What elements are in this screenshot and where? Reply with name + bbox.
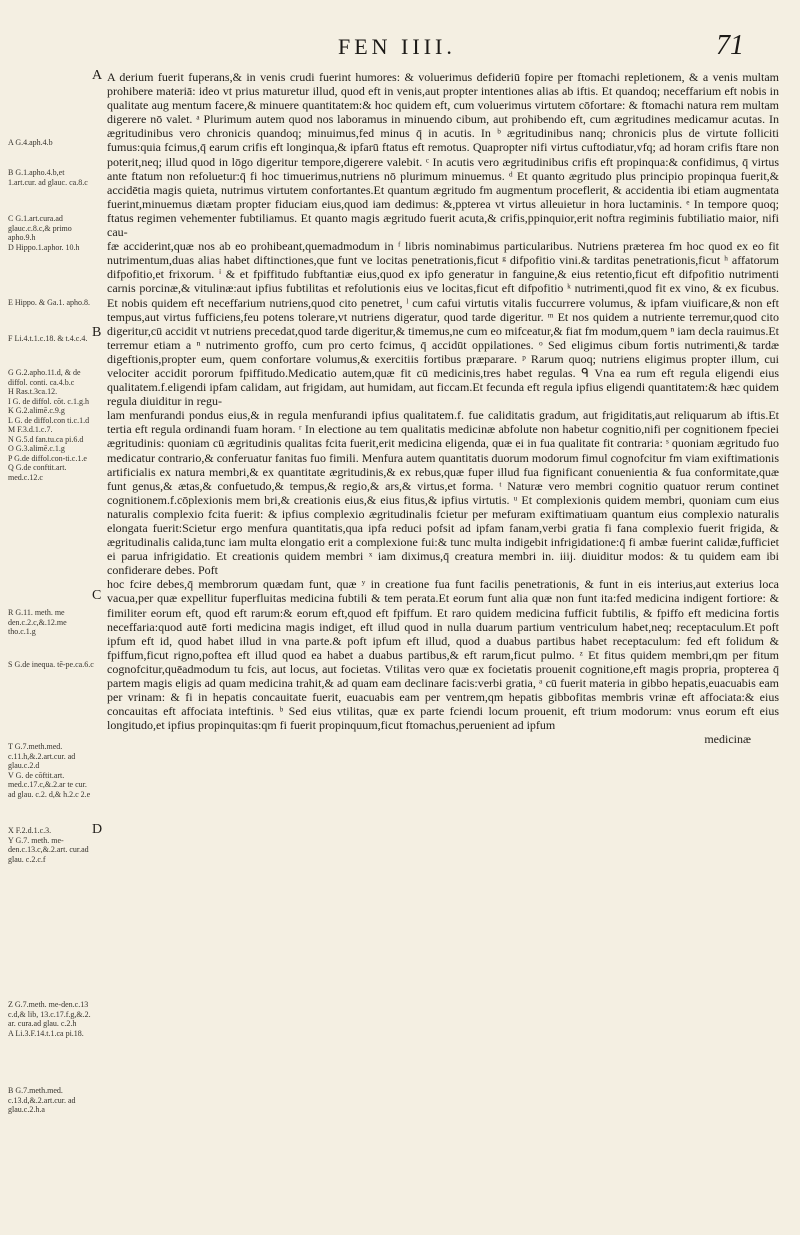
margin-note: A G.4.aph.4.b xyxy=(8,138,53,147)
catchword: medicinæ xyxy=(704,732,751,747)
margin-note: B G.7.meth.med. c.13.d,&.2.art.cur. ad glau.c.2.h.a xyxy=(8,1086,76,1114)
page-number: 71 xyxy=(716,30,744,61)
body-paragraph-3: lam menfurandi pondus eius,& in regula menfurandi ipfius qualitatem.f. fue caliditatis gradum, aut frigiditatis,aut reliquarum ab iftis.Et tertia eft regula ordinandi fuam horam. ʳ In electione au tem qualitatis medicinæ abfolute non habetur cognitio,nifi per cognitionem fpeciei ægritudinis: quoniam cū ægritudinis qualitas fcita fuerit,erit medicina eligenda, quæ ei in fua qualitate fit contraria: ˢ quoniam ægritudo fuo medicatur contrario,& conferuatur fanitas fuo fimili. Menfura autem quantitatis duorum modorum fimul cognofcitur fm viam exiftimationis artificialis ex natura membri,& ex quantitate ægritudinis,& ex rebus,quæ fuper illud fua fignificant conuenientia & fua conformitate,quæ funt genus,& ætas,& confuetudo,& tempus,& regio,& ars,& virtus,et forma. ᵗ Naturæ vero membri cognitio quatuor rerum continet cognitionem.f.cōplexionis mem bri,& creationis eius,& eius fitus,& ipfius virtutis. ᵘ Et complexionis quidem membri, quoniam cum eius naturalis complexio fcita fuerit: & ipfius complexio ægritudinalis fcietur per mefuram exiftimatiuam quantum eius complexio naturalis elongata fuerit:Scietur ergo menfura quantitatis,qua ipfa reduci pofsit ad ipfam fanam,verbi gratia fi fana complexio fuerit frigida, & ægritudinalis calida,tunc iam multa elongatio erit a complexione fui:& tunc multa indigebit infrigidatione:q̄ fi ambæ fuerint calidæ,fufficiet ei parua infrigidatio. Et creationis quidem membri ˣ iam diximus,q̄ creatura membri in. iiij. diuiditur modos: & tu quidem eam ibi confiderare debes. Poft xyxy=(107,408,779,578)
section-letter-a: A xyxy=(92,68,103,83)
margin-note: E Hippo. & Ga.1. apho.8. xyxy=(8,298,90,307)
section-letter-c: C xyxy=(92,588,102,603)
margin-note: F Li.4.t.1.c.18. & t.4.c.4. xyxy=(8,334,88,343)
margin-note: X F.2.d.1.c.3. Y G.7. meth. me-den.c.13.c,&.2.art. cur.ad glau. c.2.c.f xyxy=(8,826,89,864)
margin-note: Z G.7.meth. me-den.c.13 c.d,& lib, 13.c.17.f.g,&.2. ar. cura.ad glau. c.2.h A Li.3.F.14.t.1.ca pi.18. xyxy=(8,1000,91,1038)
section-letter-b: B xyxy=(92,325,102,340)
running-header: FEN IIII. xyxy=(338,34,456,59)
margin-note: B G.1.apho.4.b,et 1.art.cur. ad glauc. ca.8.c xyxy=(8,168,88,187)
body-text xyxy=(107,70,779,747)
body-paragraph-2: fæ acciderint,quæ nos ab eo prohibeant,quemadmodum in ᶠ libris nominabimus particularibus. Nutriens præterea fm hoc quod ex eo fit nutrimentum,duas alias habet diftinctiones,que funt ve locitas penetrationis,ficut ᵍ difpofitio vini.& tarditas penetrationis,ficut ʰ affatorum difpofitio,et frixorum. ⁱ & et fpiffitudo fubftantiæ eius,quod ex ipfo generatur in fanguine,& eius retentio,ficut eft difpofitio nutrimenti carnis porcinæ,& vitulinæ:aut ipfius fubtilitas et refolutionis eius ve locitas,ficut eft difpofitio ᵏ nutrimenti,quod fit ex vino, & ex ficubus. Et nobis quidem eft neceffarium nutriens,quod cito penetret, ˡ cum cafui virtutis vitalis fuccurrere volumus, & ipfam viuificare,& non eft tempus,aut virtus fufficiens,feu potens tolerare,vt nutriens digeratur, quod tarde digeritur. ᵐ Et nos quidem a nutriente terremur,quod cito digeritur,cū accidit vt nutriens precedat,quod tarde digeritur,& timemus,ne cum eo mifceatur,& fiat fm modum,quem ⁿ iam decla rauimus.Et terremur etiam a ⁿ nutrimento groffo, cum pro certo fcimus, q̄ accidūt oppilationes. ᵒ Sed eligimus cibum fortis nutrimenti,& tardæ digeftionis,propter eum, quem confortare volumus,& exercitiis fortibus præparare. ᵖ Rarum quoq; nutriens eligimus propter illum, cui velociter accidit pororum fpiffitudo.Medicatio autem,quæ fit cū medicinis,tres habet regulas. ᑫ Vna ea rum eft regula eligendi eius qualitatem.f.eligendi ipfam calidam, aut frigidam, aut humidam, aut ficcam.Et fecunda eft regula ipfius eligendi quantitatem:& hæc quidem regula diuiditur in regu- xyxy=(107,239,779,409)
margin-note: G G.2.apho.11.d, & de diffol. conti. ca.4.b.c H Ras.t.3ca.12. I G. de diffol. cōt. c.1.g.h K G.2.alimē.c.9.g L G. de diffol.con ti.c.1.d M F.3.d.1.c.7. N G.5.d fan.tu.ca pi.6.d O G.3.alimē.c.1.g P G.de diffol.con-ti.c.1.e Q G.de conftit.art. med.c.12.c xyxy=(8,368,90,482)
margin-note: R G.11. meth. me den.c.2.c,&.12.me tho.c.1.g xyxy=(8,608,67,636)
body-paragraph-1: A derium fuerit fuperans,& in venis crudi fuerint humores: & voluerimus defideriū fopire per ftomachi repletionem, & a venis multam prohibere materiā: ideo vt prius maturetur illud, quod eft in venis,aut propter intentiones alias ab iftis. Et quandoq; neceffarium eft nobis in qualitate aug mentum facere,& minuere quantitatem:& hoc quidem eft, cum voluerimus virtutem cōfortare: & ftomachi natura rem multam digerere nō valet. ᵃ Plurimum autem quod nos laboramus in minuendo cibum, aut prohibendo eft, cum ægritudines medicamur acutas. In ægritudinibus vero chronicis quandoq; minuimus,fed minus q̄ in acutis. In ᵇ ægritudinibus nanq; chronicis plus de virtute folliciti fumus:quia fcimus,q̄ earum crifis eft longinqua,& ipfarū ftatus eft remotus. Quapropter nifi virtus cuftodiatur,vfq; ad horam crifis ftare non poterit,neq; illud quod in lōgo digeritur tempore,digerere valebit. ᶜ In acutis vero ægritudinibus crifis eft propinqua:& confidimus, q̄ virtus ante ftatum non refoluetur:q̄ fi hoc timuerimus,nutriens nō plurimum minuemus. ᵈ Et quanto ægritudo plus principio propinqua fuerit,& accidētia magis quieta, nutrimus virtutem confortantes.Et quantum ægritudo fm augmentum proceflerit, & accidentia ibi etiam augmentata fuerint,minuemus diætam propter fiduciam eius,quod iam dedimus: &,ppterea vt virtus alleuietur in hora luctaminis. ᵉ In tempore quoq; ftatus regimen vehementer fubtiliamus. Et quanto magis ægritudo fuerit acuta,& crifis,ppinquior,erit noftra regiminis fubtiliatio maior, nifi cau- xyxy=(107,70,779,240)
margin-note: T G.7.meth.med. c.11.h,&.2.art.cur. ad glau.c.2.d V G. de cōftit.art. med.c.17.c,&.2.ar te cur. ad glau. c.2. d,& h.2.c 2.e xyxy=(8,742,91,799)
margin-note: S G.de inequa. tē-pe.ca.6.c xyxy=(8,660,94,669)
margin-note: C G.1.art.cura.ad glauc.c.8.c,& primo apho.9.h D Hippo.1.aphor. 10.h xyxy=(8,214,80,252)
body-paragraph-4: hoc fcire debes,q̄ membrorum quædam funt, quæ ʸ in creatione fua funt facilis penetrationis, & funt in eis interius,aut exterius loca vacua,per quæ expellitur fuperfluitas medicina fubtili & tem perata.Et eorum funt alia quæ non funt ita:fed medicina indigent fortiore: & fimiliter eorum eft, quod eft rarum:& eorum eft,quod eft fpiffum. Et raro quidem medicina fufficit fubtilis, & fpiffo eft medicina fortis neceffaria:quod autē forti medicina magis indiget, eft illud quod in nulla duarum partium ventriculum habet,neq; receptaculum.Et poft ipfum eft id, quod habet illud in vna parte.& poft ipfum eft illud, quod a duabus partibus habet receptaculum: fed eft folidum & fpiffum,ficut rigno,poftea eft illud quod ea habet a duabus partibus,& eft rarum,ficut pulmo. ᶻ Et fitus quidem membri,qm per fitum cognofcitur,quēadmodum tu fcis, aut locus, aut focietas. Vtilitas vero quæ ex focietatis prouenit cognitione,eft magis propria, propterea q̄ partem magis eligis ad quam medicina trahit,& ad quam eam declinare facis:verbi gratia, ᵃ cū fuerit materia in gibbo hepatis,euacuabis eam per vrinam: & fi in hepatis concauitate fuerit, euacuabis eam per ventrem,qm hepatis gibbofitas membris vrinæ eft affociata:& eius concauitas eft affociata inteftinis. ᵇ Sed eius vtilitas, quæ ex parte fciendi locum prouenit, eft trium modorum: vnus eorum eft eius longitudo,et ipfius propinquitas:qm fi fuerit propinquum,ficut ftomachus,peruenient ad ipfum xyxy=(107,577,779,733)
section-letter-d: D xyxy=(92,822,103,837)
